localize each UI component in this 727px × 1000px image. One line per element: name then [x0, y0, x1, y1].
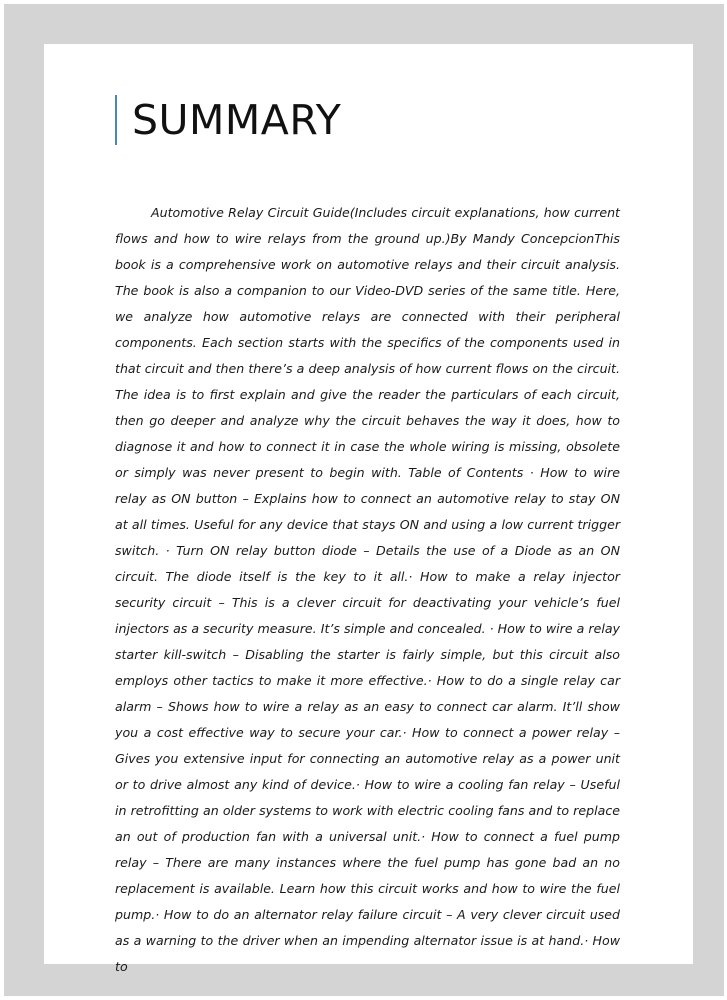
page-heading: SUMMARY: [132, 96, 342, 144]
summary-paragraph: Automotive Relay Circuit Guide(Includes circuit explanations, how current flows and how to wire relays from the ground up.)By Mandy ConcepcionThis book is a comprehensive work on automotive relays and their circuit analysis. The book is also a companion to our Video-DVD series of the same title. Here, we analyze how automotive relays are connected with their peripheral components. Each section starts with the specifics of the components used in that circuit and then there’s a deep analysis of how current flows on the circuit. The idea is to first explain and give the reader the particulars of each circuit, then go deeper and analyze why the circuit behaves the way it does, how to diagnose it and how to connect it in case the whole wiring is missing, obsolete or simply was never present to begin with. Table of Contents · How to wire relay as ON button – Explains how to connect an automotive relay to stay ON at all times. Useful for any device that stays ON and using a low current trigger switch. · Turn ON relay button diode – Details the use of a Diode as an ON circuit. The diode itself is the key to it all.· How to make a relay injector security circuit – This is a clever circuit for deactivating your vehicle’s fuel injectors as a security measure. It’s simple and concealed. · How to wire a relay starter kill-switch – Disabling the starter is fairly simple, but this circuit also employs other tactics to make it more effective.· How to do a single relay car alarm – Shows how to wire a relay as an easy to connect car alarm. It’ll show you a cost effective way to secure your car.· How to connect a power relay – Gives you extensive input for connecting an automotive relay as a power unit or to drive almost any kind of device.· How to wire a cooling fan relay – Useful in retrofitting an older systems to work with electric cooling fans and to replace an out of production fan with a universal unit.· How to connect a fuel pump relay – There are many instances where the fuel pump has gone bad an no replacement is available. Learn how this circuit works and how to wire the fuel pump.· How to do an alternator relay failure circuit – A very clever circuit used as a warning to the driver when an impending alternator issue is at hand.· How to: [115, 205, 620, 974]
page-frame: [4, 4, 724, 996]
heading-accent-bar: [115, 95, 117, 145]
document-page: [44, 44, 693, 974]
